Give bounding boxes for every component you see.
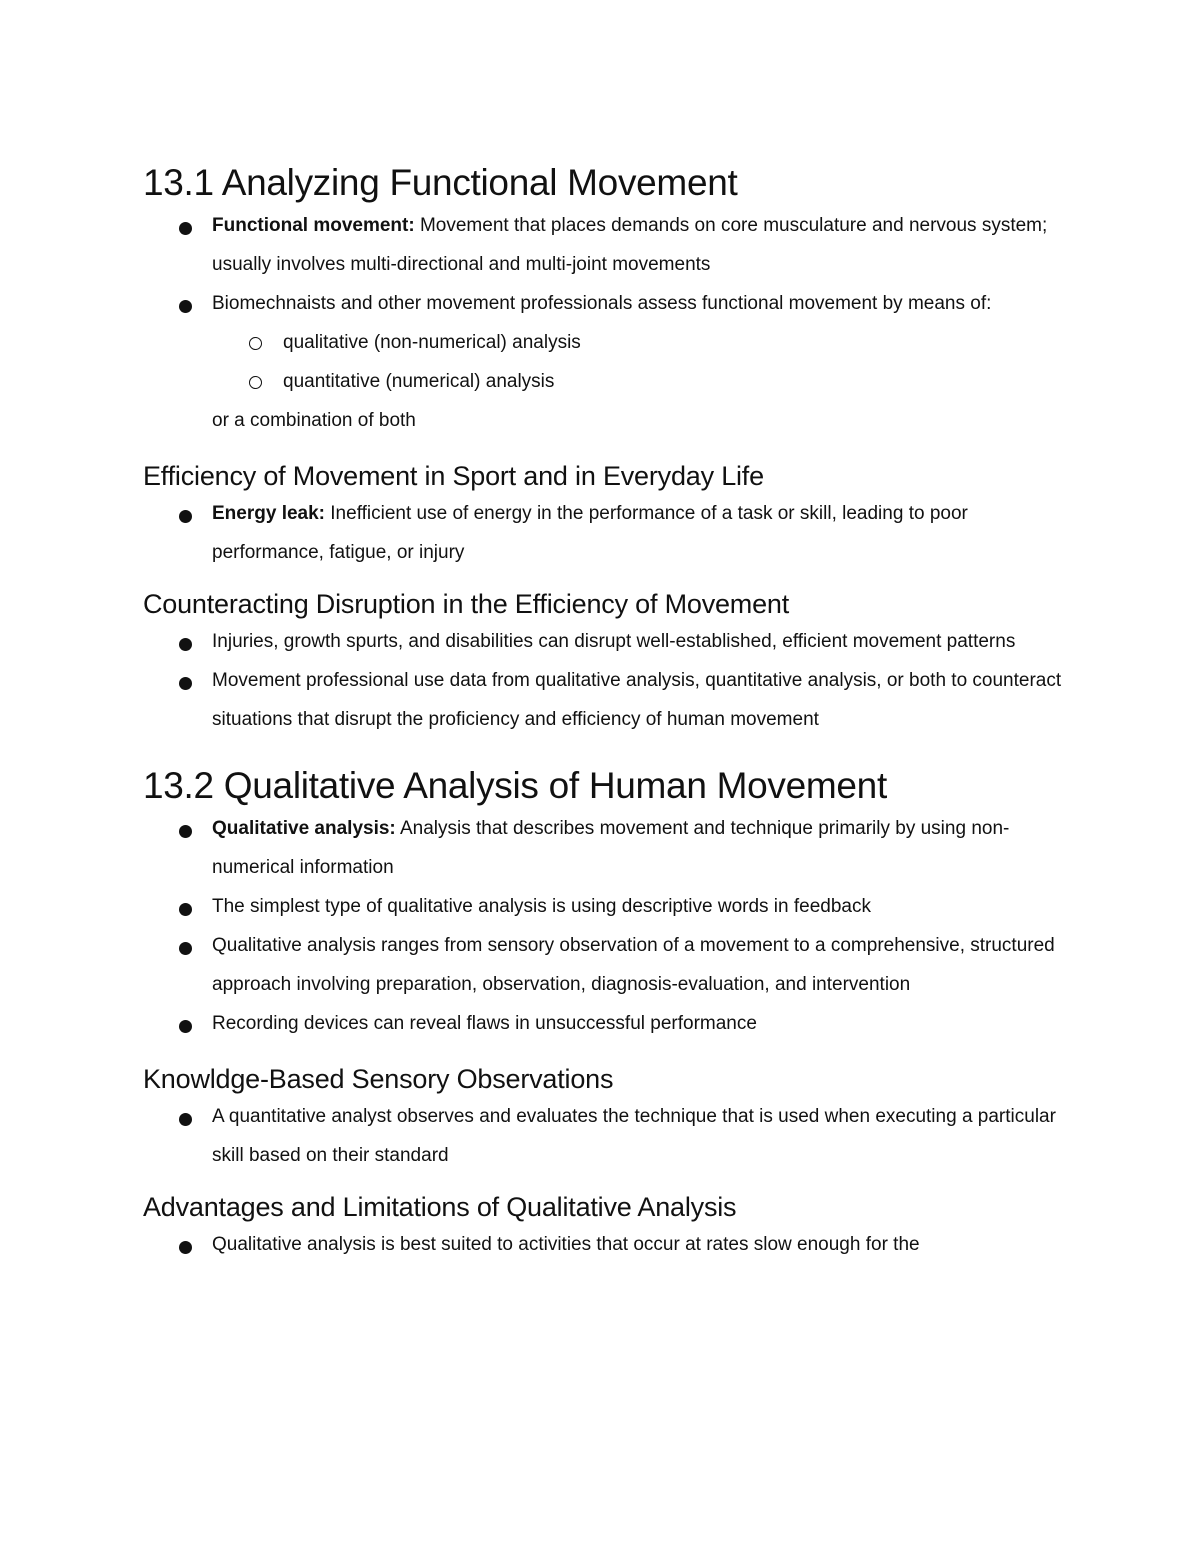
list-advantages <box>143 1225 1070 1264</box>
bullet-icon <box>179 942 192 955</box>
heading-counteracting: Counteracting Disruption in the Efficiency of Movement <box>143 589 790 619</box>
list-item <box>143 206 1070 284</box>
list-item <box>143 887 1070 926</box>
list-13-2 <box>143 809 1070 1043</box>
item-text: Injuries, growth spurts, and disabilities can disrupt well-established, efficient movement patterns <box>212 631 1016 652</box>
bullet-icon <box>179 1113 192 1126</box>
note-combination: or a combination of both <box>212 410 416 431</box>
list-item <box>143 622 1070 661</box>
item-text: Qualitative analysis ranges from sensory observation of a movement to a comprehensive, structured approach involving preparation, observation, diagnosis-evaluation, and intervention <box>212 935 1055 995</box>
item-text: Movement that places demands on core musculature and nervous system; usually involves multi-directional and multi-joint movements <box>212 215 1048 275</box>
bullet-icon <box>179 825 192 838</box>
item-text: Qualitative analysis is best suited to activities that occur at rates slow enough for the <box>212 1234 920 1255</box>
item-text: Biomechnaists and other movement professionals assess functional movement by means of: <box>212 293 992 314</box>
bullet-icon <box>179 222 192 235</box>
list-13-1 <box>143 206 1070 323</box>
hollow-bullet-icon <box>249 376 262 389</box>
sub-list-item <box>143 323 1070 362</box>
list-item <box>143 661 1070 739</box>
list-item <box>143 926 1070 1004</box>
list-counteracting <box>143 622 1070 739</box>
list-item <box>143 284 1070 323</box>
item-text: quantitative (numerical) analysis <box>283 371 555 392</box>
term-functional-movement: Functional movement: <box>212 215 415 236</box>
item-text: Movement professional use data from qualitative analysis, quantitative analysis, or both to counteract situations that disrupt the proficiency and efficiency of human movement <box>212 670 1062 730</box>
list-efficiency <box>143 494 1070 572</box>
list-item <box>143 1097 1070 1175</box>
item-text: Analysis that describes movement and technique primarily by using non-numerical information <box>212 818 1010 878</box>
heading-13-1: 13.1 Analyzing Functional Movement <box>143 162 738 203</box>
list-item <box>143 809 1070 887</box>
list-item <box>143 494 1070 572</box>
item-text: qualitative (non-numerical) analysis <box>283 332 581 353</box>
item-text: The simplest type of qualitative analysis is using descriptive words in feedback <box>212 896 871 917</box>
term-energy-leak: Energy leak: <box>212 503 325 524</box>
bullet-icon <box>179 300 192 313</box>
item-text: Inefficient use of energy in the performance of a task or skill, leading to poor performance, fatigue, or injury <box>212 503 968 563</box>
bullet-icon <box>179 677 192 690</box>
bullet-icon <box>179 903 192 916</box>
bullet-icon <box>179 1241 192 1254</box>
list-item <box>143 1225 1070 1264</box>
item-text: Recording devices can reveal flaws in unsuccessful performance <box>212 1013 757 1034</box>
sub-list-item <box>143 362 1070 401</box>
bullet-icon <box>179 1020 192 1033</box>
list-knowledge <box>143 1097 1070 1175</box>
heading-knowledge: Knowldge-Based Sensory Observations <box>143 1064 614 1094</box>
sublist-analysis-types <box>143 323 1070 401</box>
bullet-icon <box>179 510 192 523</box>
hollow-bullet-icon <box>249 337 262 350</box>
bullet-icon <box>179 638 192 651</box>
heading-efficiency: Efficiency of Movement in Sport and in Everyday Life <box>143 461 764 491</box>
heading-13-2: 13.2 Qualitative Analysis of Human Movement <box>143 765 887 806</box>
list-item <box>143 1004 1070 1043</box>
heading-advantages: Advantages and Limitations of Qualitative Analysis <box>143 1192 737 1222</box>
item-text: A quantitative analyst observes and evaluates the technique that is used when executing a particular skill based on their standard <box>212 1106 1056 1166</box>
term-qualitative-analysis: Qualitative analysis: <box>212 818 396 839</box>
